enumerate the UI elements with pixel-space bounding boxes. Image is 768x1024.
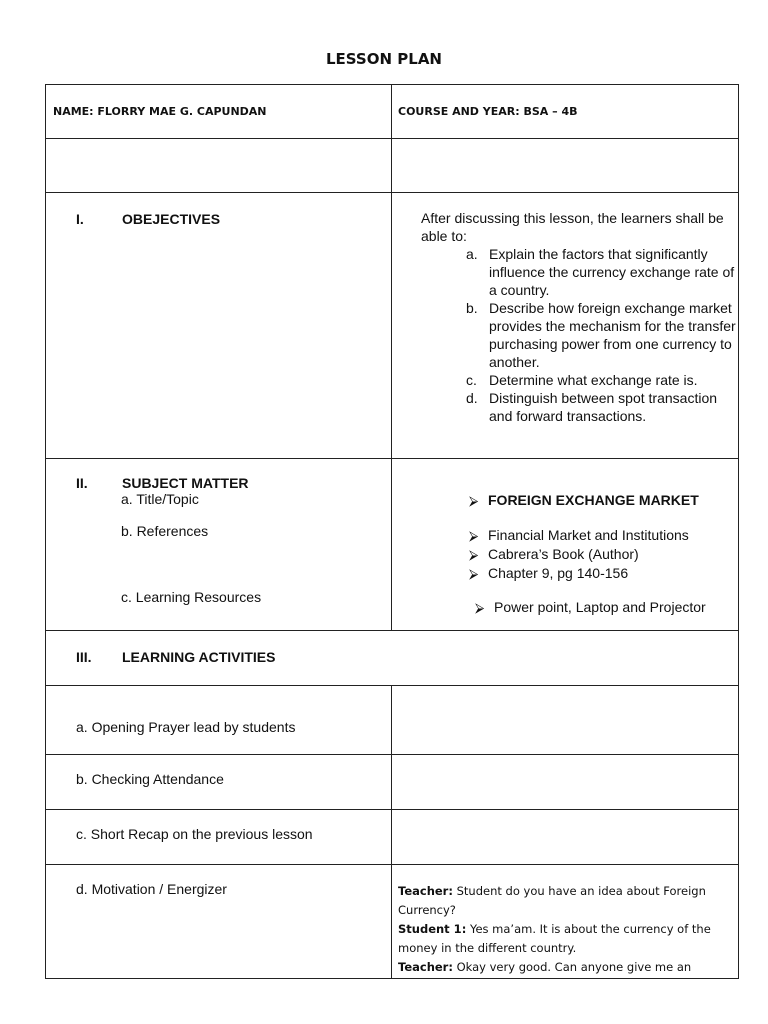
section-numeral: I. — [76, 211, 84, 227]
section-numeral: III. — [76, 649, 92, 665]
list-item-text: Explain the factors that significantly influence the currency exchange rate of a country. — [489, 246, 735, 298]
blank-cell-right — [392, 139, 739, 193]
document-title: LESSON PLAN — [326, 50, 442, 68]
title-topic-label: a. Title/Topic — [121, 491, 199, 507]
objectives-list — [392, 245, 738, 425]
reference-text: Cabrera’s Book (Author) — [488, 546, 639, 562]
name-cell — [46, 85, 392, 139]
list-item-text: Distinguish between spot transaction and forward transactions. — [489, 390, 718, 424]
list-item — [459, 245, 738, 299]
name-label: NAME: FLORRY MAE G. CAPUNDAN — [53, 105, 267, 118]
speaker-label: Student 1: — [398, 922, 467, 936]
dialogue — [392, 865, 738, 977]
lesson-plan-table — [45, 84, 739, 979]
list-item — [392, 583, 738, 617]
subject-matter-content-cell — [392, 459, 739, 631]
activity-label: d. Motivation / Energizer — [76, 881, 227, 897]
blank-row — [46, 139, 739, 193]
subject-matter-heading: SUBJECT MATTER — [122, 475, 249, 491]
dialogue-line — [398, 882, 732, 920]
list-marker: a. — [466, 246, 478, 262]
arrow-bullet-icon: ⮚ — [469, 493, 479, 508]
subject-matter-row — [46, 459, 739, 631]
list-item — [469, 564, 738, 583]
list-marker: b. — [466, 300, 478, 316]
list-item — [392, 459, 738, 510]
activity-cell — [46, 810, 392, 865]
arrow-bullet-icon: ⮚ — [469, 528, 479, 543]
speaker-label: Teacher: — [398, 960, 453, 974]
list-item — [459, 299, 738, 371]
activity-label: c. Short Recap on the previous lesson — [76, 826, 313, 842]
activity-notes-cell — [392, 686, 739, 755]
arrow-bullet-icon: ⮚ — [475, 600, 485, 615]
list-marker: c. — [466, 372, 477, 388]
course-label: COURSE AND YEAR: BSA – 4B — [398, 105, 578, 118]
dialogue-text: Student do you have an idea about Foreign Currency? — [398, 884, 706, 917]
reference-text: Financial Market and Institutions — [488, 527, 689, 543]
resources-text: Power point, Laptop and Projector — [494, 599, 706, 615]
objectives-heading: OBEJECTIVES — [122, 211, 221, 227]
subject-matter-labels-cell — [46, 459, 392, 631]
speaker-label: Teacher: — [398, 884, 453, 898]
table-row — [46, 865, 739, 979]
list-item-text: Describe how foreign exchange market provides the mechanism for the transfer purchasing power from one currency to another. — [489, 300, 736, 370]
activity-cell — [46, 755, 392, 810]
list-item — [459, 371, 738, 389]
topic-title: FOREIGN EXCHANGE MARKET — [488, 492, 699, 508]
dialogue-cell — [392, 865, 739, 979]
objectives-heading-cell — [46, 193, 392, 459]
references-list — [392, 510, 738, 583]
arrow-bullet-icon: ⮚ — [469, 547, 479, 562]
activity-cell — [46, 865, 392, 979]
list-item — [459, 389, 738, 425]
objectives-content-cell — [392, 193, 739, 459]
dialogue-text: Yes ma’am. It is about the currency of the money in the different country. — [398, 922, 711, 955]
table-row — [46, 810, 739, 865]
list-item-text: Determine what exchange rate is. — [489, 372, 698, 388]
activity-label: a. Opening Prayer lead by students — [76, 719, 296, 735]
dialogue-text: Okay very good. Can anyone give me an — [452, 960, 692, 974]
activity-label: b. Checking Attendance — [76, 771, 224, 787]
course-cell — [392, 85, 739, 139]
activity-cell — [46, 686, 392, 755]
arrow-bullet-icon: ⮚ — [469, 566, 479, 581]
table-row — [46, 755, 739, 810]
header-row — [46, 85, 739, 139]
objectives-intro: After discussing this lesson, the learners shall be able to: — [421, 210, 724, 244]
references-label: b. References — [121, 523, 209, 539]
list-item — [469, 545, 738, 564]
objectives-row — [46, 193, 739, 459]
list-marker: d. — [466, 390, 478, 406]
activity-notes-cell — [392, 810, 739, 865]
dialogue-line — [398, 920, 732, 958]
learning-activities-heading-cell — [46, 631, 739, 686]
learning-resources-label: c. Learning Resources — [121, 589, 262, 605]
section-numeral: II. — [76, 475, 88, 491]
learning-activities-heading: LEARNING ACTIVITIES — [122, 649, 276, 665]
dialogue-line — [398, 958, 732, 977]
reference-text: Chapter 9, pg 140-156 — [488, 565, 629, 581]
list-item — [469, 526, 738, 545]
blank-cell-left — [46, 139, 392, 193]
learning-activities-row — [46, 631, 739, 686]
activity-notes-cell — [392, 755, 739, 810]
table-row — [46, 686, 739, 755]
